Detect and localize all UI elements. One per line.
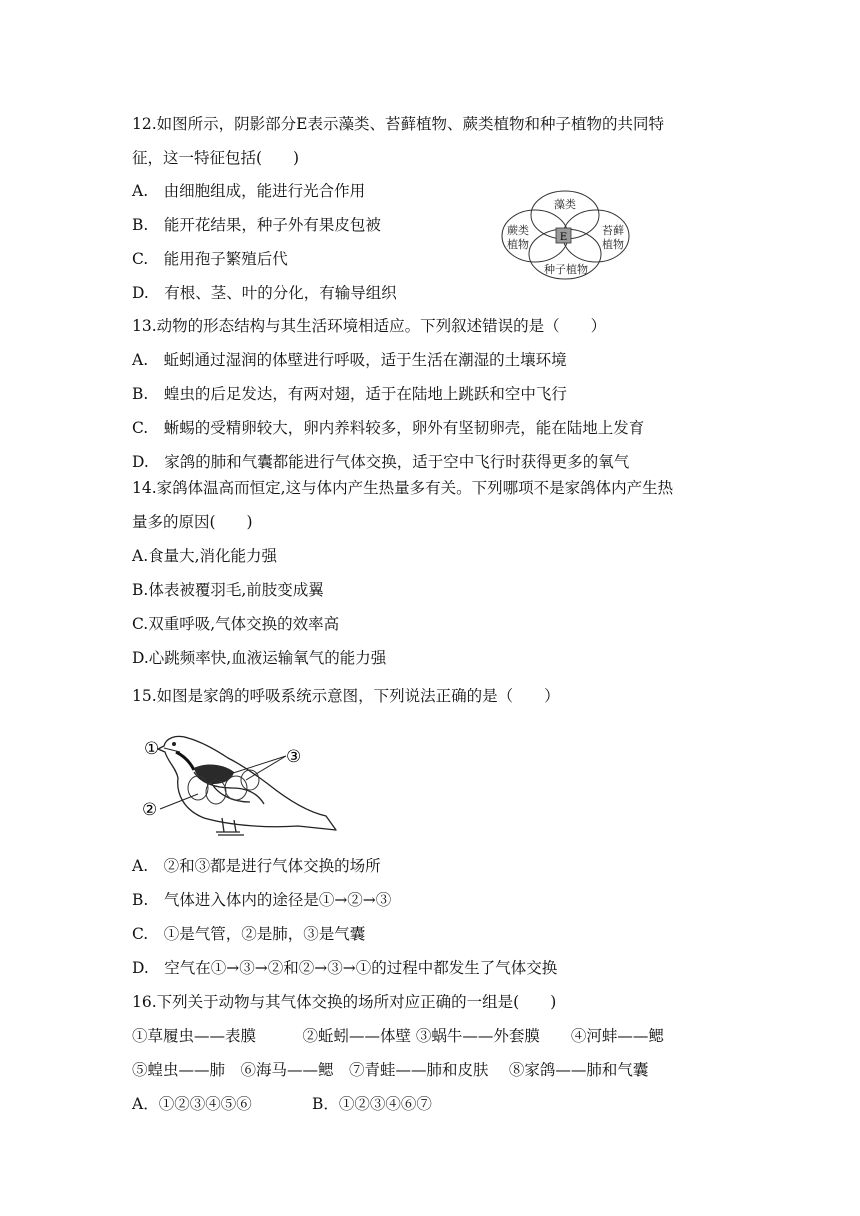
label-1: ① [144,739,160,759]
q14-stem-line-2: 量多的原因( ) [132,513,253,531]
q16-stem: 16.下列关于动物与其气体交换的场所对应正确的一组是( ) [132,993,557,1011]
venn-label-right-2: 植物 [602,238,624,251]
q12-option-a: A. 由细胞组成，能进行光合作用 [132,182,366,200]
q13-option-c: C. 蜥蜴的受精卵较大，卵内养料较多，卵外有坚韧卵壳，能在陆地上发育 [132,419,645,437]
venn-label-left-1: 蕨类 [507,224,529,237]
label-3: ③ [286,747,302,767]
label-2-leader [160,794,198,809]
q15-stem: 15.如图是家鸽的呼吸系统示意图，下列说法正确的是（ ） [132,687,560,705]
pigeon-eye [172,742,176,746]
q14-option-c: C.双重呼吸,气体交换的效率高 [132,615,340,633]
label-2: ② [142,800,158,820]
venn-diagram [492,188,638,284]
q16-option-a: A．①②③④⑤⑥ [132,1095,252,1113]
q13-option-d: D. 家鸽的肺和气囊都能进行气体交换，适于空中飞行时获得更多的氧气 [132,453,630,471]
label-3-leader-a [230,756,286,774]
venn-label-center: E [559,232,568,243]
trachea [176,752,194,770]
venn-label-left-2: 植物 [507,238,529,251]
q13-option-a: A. 蚯蚓通过湿润的体壁进行呼吸，适于生活在潮湿的土壤环境 [132,351,567,369]
label-3-leader-b [246,756,286,780]
venn-label-right-1: 苔藓 [602,224,624,237]
venn-label-bottom: 种子植物 [544,263,588,276]
q13-option-b: B. 蝗虫的后足发达，有两对翅，适于在陆地上跳跃和空中飞行 [132,385,567,403]
q14-stem-line-1: 14.家鸽体温高而恒定,这与体内产生热量多有关。下列哪项不是家鸽体内产生热 [132,479,674,497]
q14-option-b: B.体表被覆羽毛,前肢变成翼 [132,581,324,599]
q15-option-b: B. 气体进入体内的途径是①→②→③ [132,891,392,909]
q14-option-a: A.食量大,消化能力强 [132,547,278,565]
q16-option-b: B．①②③④⑥⑦ [312,1095,432,1113]
q15-option-a: A. ②和③都是进行气体交换的场所 [132,857,381,875]
lung-shape [194,765,234,784]
q12-stem-line-2: 征，这一特征包括( ) [132,149,300,167]
label-1-leader [164,748,180,752]
q15-option-c: C. ①是气管，②是肺，③是气囊 [132,925,366,943]
q12-stem-line-1: 12.如图所示，阴影部分E表示藻类、苔藓植物、蕨类植物和种子植物的共同特 [132,115,664,133]
q16-items-row-1: ①草履虫——表膜 ②蚯蚓——体壁 ③蜗牛——外套膜 ④河蚌——鳃 [132,1027,664,1045]
q16-items-row-2: ⑤蝗虫——肺 ⑥海马——鳃 ⑦青蛙——肺和皮肤 ⑧家鸽——肺和气囊 [132,1061,649,1079]
venn-label-top: 藻类 [554,198,576,211]
q12-option-c: C. 能用孢子繁殖后代 [132,250,288,268]
q12-option-d: D. 有根、茎、叶的分化，有输导组织 [132,284,397,302]
q14-option-d: D.心跳频率快,血液运输氧气的能力强 [132,649,387,667]
pigeon-respiratory-figure [140,722,340,840]
q12-option-b: B. 能开花结果，种子外有果皮包被 [132,216,381,234]
q13-stem: 13.动物的形态结构与其生活环境相适应。下列叙述错误的是（ ） [132,317,607,335]
q15-option-d: D. 空气在①→③→②和②→③→①的过程中都发生了气体交换 [132,959,558,977]
